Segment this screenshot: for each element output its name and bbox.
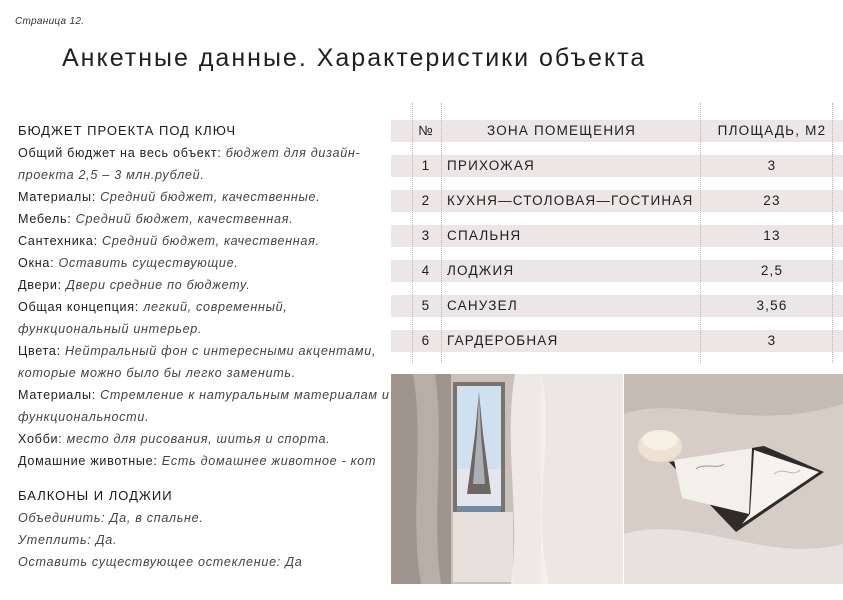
- balconies-heading: БАЛКОНЫ И ЛОДЖИИ: [18, 488, 173, 503]
- item-label: Хобби: [18, 432, 59, 446]
- row-zone: ГАРДЕРОБНАЯ: [447, 333, 559, 348]
- budget-item-concept: Общая концепция: легкий, современный, функциональный интерьер.: [18, 300, 288, 336]
- balconies-line: Оставить существующее остекление: Да: [18, 555, 303, 569]
- budget-item-windows: Окна: Оставить существующие.: [18, 256, 239, 270]
- item-label: Домашние животные: [18, 454, 154, 468]
- row-zone: СПАЛЬНЯ: [447, 228, 522, 243]
- table-divider: [412, 103, 413, 363]
- item-label: Общая концепция: [18, 300, 135, 314]
- row-area: 23: [763, 193, 781, 208]
- budget-item-furniture: Мебель: Средний бюджет, качественная.: [18, 212, 294, 226]
- item-label: Общий бюджет на весь объект: [18, 146, 218, 160]
- table-divider: [700, 103, 701, 363]
- rooms-table: [391, 103, 843, 363]
- table-row: [391, 225, 843, 247]
- item-label: Материалы: [18, 388, 92, 402]
- header-area: ПЛОЩАДЬ, М2: [717, 123, 827, 138]
- row-num: 1: [421, 158, 431, 173]
- budget-item-materials-2: Материалы: Стремление к натуральным материалам и функциональности.: [18, 388, 390, 424]
- row-num: 3: [421, 228, 431, 243]
- row-area: 13: [763, 228, 781, 243]
- row-area: 3,56: [756, 298, 788, 313]
- item-label: Мебель: [18, 212, 68, 226]
- page-number: Страница 12.: [15, 16, 85, 27]
- row-zone: ПРИХОЖАЯ: [447, 158, 535, 173]
- budget-heading: БЮДЖЕТ ПРОЕКТА ПОД КЛЮЧ: [18, 123, 237, 138]
- row-num: 5: [421, 298, 431, 313]
- window-eiffel-photo: [391, 374, 623, 584]
- budget-item-plumbing: Сантехника: Средний бюджет, качественная.: [18, 234, 320, 248]
- row-area: 3: [767, 333, 777, 348]
- item-label: Сантехника: [18, 234, 94, 248]
- table-header: [391, 120, 843, 142]
- table-row: [391, 260, 843, 282]
- item-value: Нейтральный фон с интересными акцентами, которые можно было бы легко заменить.: [18, 344, 377, 380]
- table-row: [391, 330, 843, 352]
- item-label: Цвета: [18, 344, 57, 358]
- table-row: [391, 155, 843, 177]
- item-value: место для рисования, шитья и спорта.: [66, 432, 331, 446]
- row-num: 2: [421, 193, 431, 208]
- balconies-line: Объединить: Да, в спальне.: [18, 511, 204, 525]
- row-num: 4: [421, 263, 431, 278]
- item-value: бюджет для дизайн-проекта 2,5 – 3 млн.рублей.: [18, 146, 361, 182]
- balconies-line: Утеплить: Да.: [18, 533, 118, 547]
- item-label: Окна: [18, 256, 51, 270]
- header-zone: ЗОНА ПОМЕЩЕНИЯ: [487, 123, 637, 138]
- table-row: [391, 295, 843, 317]
- page-title: Анкетные данные. Характеристики объекта: [62, 44, 647, 72]
- row-zone: САНУЗЕЛ: [447, 298, 518, 313]
- row-zone: ЛОДЖИЯ: [447, 263, 515, 278]
- budget-item-hobby: Хобби: место для рисования, шитья и спорта.: [18, 432, 331, 446]
- budget-item-pets: Домашние животные: Есть домашнее животное - кот: [18, 454, 377, 468]
- row-zone: КУХНЯ—СТОЛОВАЯ—ГОСТИНАЯ: [447, 193, 694, 208]
- item-value: Двери средние по бюджету.: [66, 278, 251, 292]
- table-divider: [441, 103, 442, 363]
- item-value: легкий, современный, функциональный интерьер.: [18, 300, 288, 336]
- table-divider: [832, 103, 833, 363]
- budget-item-total: Общий бюджет на весь объект: бюджет для дизайн-проекта 2,5 – 3 млн.рублей.: [18, 146, 361, 182]
- item-label: Материалы: [18, 190, 92, 204]
- budget-item-doors: Двери: Двери средние по бюджету.: [18, 278, 251, 292]
- item-label: Двери: [18, 278, 58, 292]
- table-row: [391, 190, 843, 212]
- item-value: Стремление к натуральным материалам и функциональности.: [18, 388, 390, 424]
- row-area: 2,5: [760, 263, 784, 278]
- item-value: Есть домашнее животное - кот: [161, 454, 377, 468]
- budget-item-colors: Цвета: Нейтральный фон с интересными акцентами, которые можно было бы легко заменить.: [18, 344, 377, 380]
- budget-item-materials: Материалы: Средний бюджет, качественные.: [18, 190, 321, 204]
- row-area: 3: [767, 158, 777, 173]
- item-value: Оставить существующие.: [58, 256, 239, 270]
- item-value: Средний бюджет, качественная.: [102, 234, 320, 248]
- row-num: 6: [421, 333, 431, 348]
- questionnaire-text: [18, 120, 390, 573]
- item-value: Средний бюджет, качественные.: [100, 190, 321, 204]
- item-value: Средний бюджет, качественная.: [75, 212, 294, 226]
- header-num: №: [418, 123, 434, 138]
- book-candle-photo: [624, 374, 843, 584]
